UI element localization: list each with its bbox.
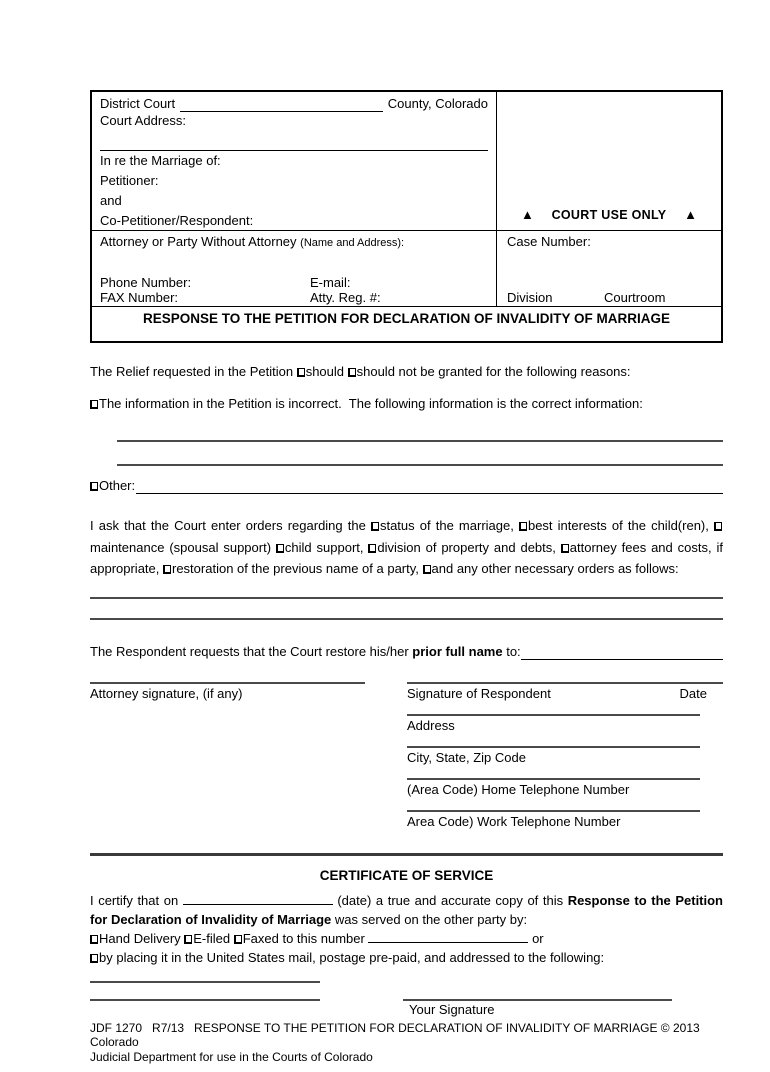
orders-segment: attorney fees and costs, if appropriate, <box>90 539 723 576</box>
your-signature-line[interactable] <box>403 999 672 1001</box>
service-date-field[interactable] <box>183 893 333 905</box>
court-use-only-label: COURT USE ONLY <box>551 207 667 222</box>
case-number-label: Case Number: <box>507 234 591 249</box>
attorney-signature-label: Attorney signature, (if any) <box>90 685 243 701</box>
fax-number-label: FAX Number: <box>100 290 179 305</box>
work-phone-label: Area Code) Work Telephone Number <box>407 813 621 829</box>
form-footer <box>90 1021 723 1065</box>
orders-line-1[interactable] <box>90 597 723 599</box>
court-use-cell <box>497 92 721 230</box>
address-label: Address <box>407 717 455 733</box>
orders-line-2[interactable] <box>90 618 723 620</box>
orders-segment: restoration of the previous name of a party, <box>172 561 423 576</box>
footer-line-2: Judicial Department for use in the Courts of Colorado <box>90 1049 373 1064</box>
checkbox-should-not[interactable] <box>348 368 356 377</box>
should-label: should <box>305 364 348 379</box>
checkbox-should[interactable] <box>297 368 305 377</box>
city-state-zip-line[interactable] <box>407 746 700 748</box>
attorney-signature-line[interactable] <box>90 682 365 684</box>
signature-footer-row <box>90 999 723 1018</box>
certify-pre-text: I certify that on <box>90 892 183 908</box>
atty-reg-label: Atty. Reg. #: <box>310 290 381 305</box>
efiled-label: E-filed <box>193 930 234 946</box>
other-statement <box>90 477 723 494</box>
district-court-field[interactable] <box>180 98 383 112</box>
caption-row-attorney <box>92 231 721 307</box>
checkbox-maintenance[interactable] <box>714 522 722 531</box>
other-label: Other: <box>99 478 136 493</box>
checkbox-incorrect-info[interactable] <box>90 400 98 409</box>
district-court-row <box>100 95 488 112</box>
service-methods-row <box>90 929 723 948</box>
and-label: and <box>100 193 122 208</box>
courtroom-label: Courtroom <box>604 290 666 305</box>
certify-mid-text: (date) a true and accurate copy of this <box>332 892 568 908</box>
petitioner-label: Petitioner: <box>100 173 159 188</box>
prior-full-name-field[interactable] <box>521 647 723 660</box>
orders-segment: maintenance (spousal support) <box>90 539 276 555</box>
address-line[interactable] <box>407 714 700 716</box>
orders-statement <box>90 515 723 580</box>
attorney-signature-column <box>90 682 365 842</box>
date-label: Date <box>679 685 707 701</box>
faxed-label: Faxed to this number <box>242 930 369 946</box>
correction-line-1[interactable] <box>117 440 723 442</box>
orders-segment: status of the marriage, <box>379 518 519 533</box>
signature-gap <box>365 682 407 842</box>
prior-full-name-label: prior full name <box>412 643 503 659</box>
triangle-up-icon: ▲ <box>684 207 697 222</box>
court-use-only-row <box>497 207 721 222</box>
respondent-signature-column <box>407 682 723 842</box>
checkbox-hand-delivery[interactable] <box>90 935 98 944</box>
checkbox-other-orders[interactable] <box>423 565 431 574</box>
restore-post-text: to: <box>502 643 521 659</box>
court-info-cell <box>92 92 497 230</box>
division-label: Division <box>507 290 553 305</box>
respondent-signature-line[interactable] <box>407 682 723 684</box>
service-mail-row <box>90 948 723 967</box>
restore-pre-text: The Respondent requests that the Court restore his/her <box>90 643 413 659</box>
signature-block <box>90 682 723 842</box>
certify-statement <box>90 891 723 929</box>
checkbox-efiled[interactable] <box>184 935 192 944</box>
respondent-signature-labels <box>407 686 723 702</box>
hand-delivery-label: Hand Delivery <box>99 930 185 946</box>
correction-line-2[interactable] <box>117 464 723 466</box>
respondent-signature-label: Signature of Respondent <box>407 685 551 701</box>
county-colorado-label: County, Colorado <box>387 96 488 111</box>
mail-address-line-2[interactable] <box>90 999 320 1001</box>
relief-statement <box>90 363 723 381</box>
relief-pre-text: The Relief requested in the Petition <box>90 364 297 379</box>
checkbox-other[interactable] <box>90 482 98 491</box>
footer-line-1: JDF 1270 R7/13 RESPONSE TO THE PETITION FOR DECLARATION OF INVALIDITY OF MARRIAGE © 2013 Colorado <box>90 1020 704 1049</box>
certify-document-name: Response to the Petition for Declaration of Invalidity of Marriage <box>90 892 724 927</box>
certificate-heading: CERTIFICATE OF SERVICE <box>319 867 494 883</box>
your-signature-column <box>403 999 672 1018</box>
checkbox-best-interests[interactable] <box>519 522 527 531</box>
home-phone-line[interactable] <box>407 778 700 780</box>
checkbox-restoration-name[interactable] <box>163 565 171 574</box>
district-court-label: District Court <box>100 96 176 111</box>
other-field[interactable] <box>136 481 723 494</box>
name-address-note: (Name and Address): <box>300 237 405 249</box>
home-phone-label: (Area Code) Home Telephone Number <box>407 781 630 797</box>
attorney-party-row <box>100 234 488 249</box>
phone-number-label: Phone Number: <box>100 275 192 290</box>
checkbox-child-support[interactable] <box>276 544 284 553</box>
case-number-cell <box>497 231 721 306</box>
orders-segment: division of property and debts, <box>377 539 561 555</box>
in-re-label: In re the Marriage of: <box>100 153 221 168</box>
court-address-label: Court Address: <box>100 113 186 128</box>
or-label: or <box>528 930 544 946</box>
mail-label: by placing it in the United States mail, postage pre-paid, and addressed to the following: <box>99 949 605 965</box>
section-divider <box>90 853 723 856</box>
incorrect-info-label: The information in the Petition is incorrect. The following information is the correct information: <box>99 396 643 411</box>
co-petitioner-label: Co-Petitioner/Respondent: <box>100 213 254 228</box>
email-label: E-mail: <box>310 275 351 290</box>
checkbox-faxed[interactable] <box>234 935 242 944</box>
your-signature-label: Your Signature <box>409 1001 495 1017</box>
checkbox-attorney-fees[interactable] <box>561 544 569 553</box>
checkbox-status-of-marriage[interactable] <box>371 522 379 531</box>
division-courtroom-row <box>507 290 711 305</box>
orders-segment: I ask that the Court enter orders regarding the <box>90 518 371 533</box>
attorney-party-label: Attorney or Party Without Attorney <box>100 234 301 249</box>
orders-segment: best interests of the child(ren), <box>527 518 714 533</box>
orders-segment: child support, <box>284 539 369 555</box>
phone-email-row <box>100 275 488 290</box>
city-state-zip-label: City, State, Zip Code <box>407 749 526 765</box>
fax-attyreg-row <box>100 290 488 305</box>
caption-box <box>90 90 723 343</box>
certify-post-text: was served on the other party by: <box>331 911 528 927</box>
restore-statement <box>90 643 723 660</box>
checkbox-division-property[interactable] <box>368 544 376 553</box>
work-phone-line[interactable] <box>407 810 700 812</box>
orders-segment: and any other necessary orders as follows: <box>431 561 679 576</box>
mail-address-line-1[interactable] <box>90 981 320 983</box>
incorrect-info-statement <box>90 395 723 413</box>
fax-number-field[interactable] <box>368 931 528 943</box>
caption-row-court <box>92 92 721 231</box>
checkbox-mail[interactable] <box>90 954 98 963</box>
should-not-label: should not be granted for the following reasons: <box>356 364 631 379</box>
attorney-cell <box>92 231 497 306</box>
form-title: RESPONSE TO THE PETITION FOR DECLARATION OF INVALIDITY OF MARRIAGE <box>142 311 671 326</box>
triangle-up-icon: ▲ <box>521 207 534 222</box>
